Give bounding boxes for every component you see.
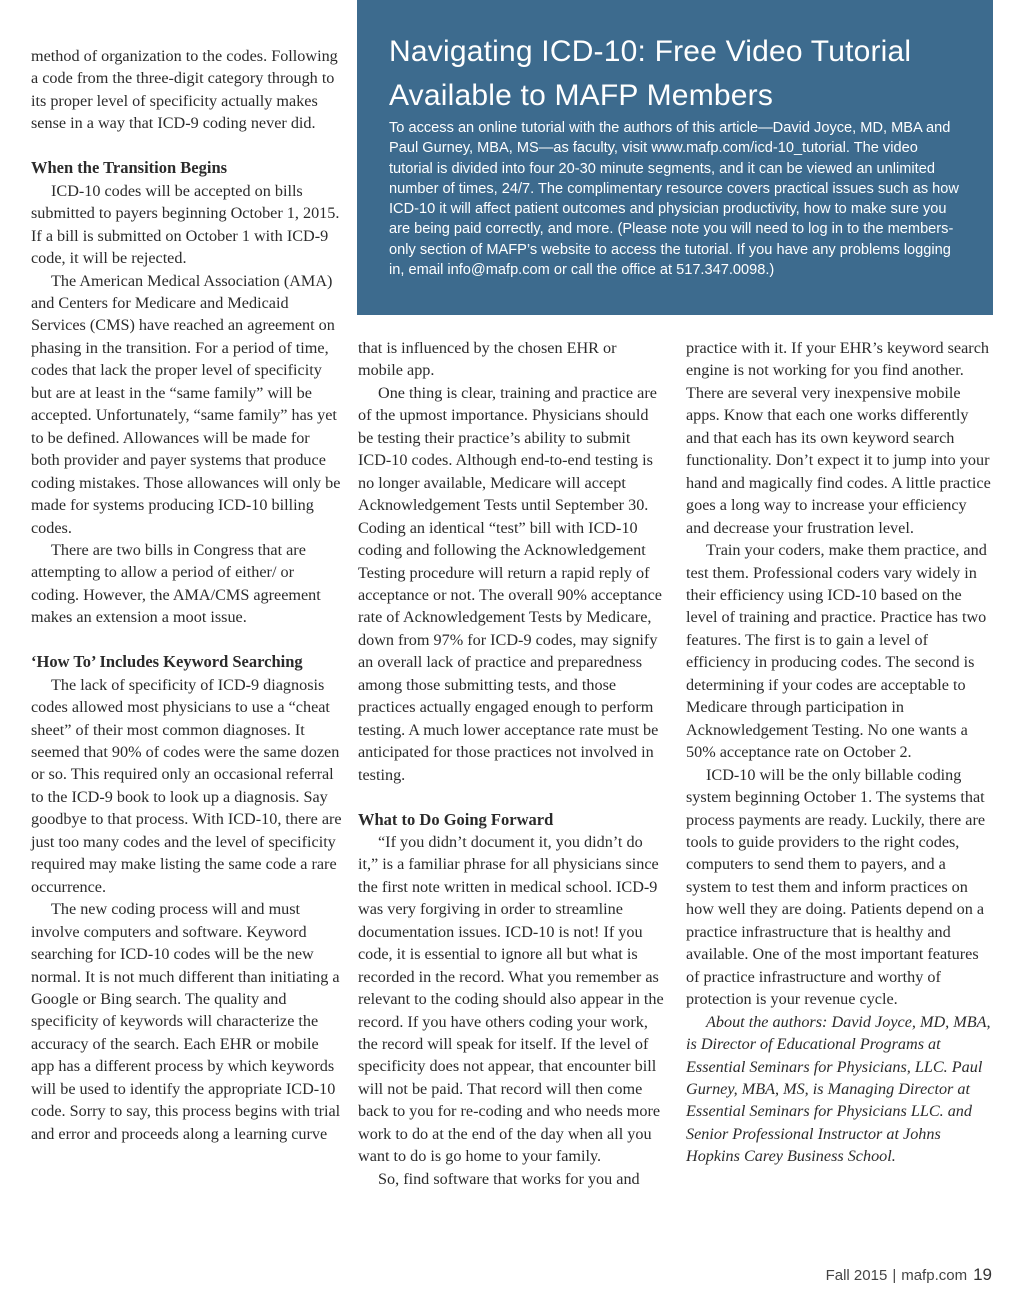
paragraph: method of organization to the codes. Following a code from the three-digit category through to its proper level of specificity actually makes sense in a way that ICD-9 coding never did. (31, 47, 338, 133)
page-number: 19 (973, 1265, 992, 1284)
paragraph: The new coding process will and must involve computers and software. Keyword searching for ICD-10 codes will be the new normal. It is not much different than initiating a Google or Bing search. The quality and specificity of keywords will characterize the accuracy of the search. Each EHR or mobile app has a different process by which keywords will be used to identify the appropriate ICD-10 code. Sorry to say, this process begins with trial and error and proceeds along a learning curve (31, 900, 341, 1143)
paragraph: There are two bills in Congress that are attempting to allow a period of either/ or coding. However, the AMA/CMS agreement makes an extension a moot issue. (31, 540, 321, 627)
paragraph: So, find software that works for you and (378, 1169, 640, 1188)
paragraph: The American Medical Association (AMA) and Centers for Medicare and Medicaid Services (CMS) have reached an agreement on phasing in the transition. For a period of time, codes that lack the proper level of specificity but are at least in the “same family” will be accepted. Unfortunately, “same family” has yet to be defined. Allowances will be made for both provider and payer systems that produce coding mistakes. Those allowances will only be made for systems producing ICD-10 billing codes. (31, 271, 341, 537)
about-the-authors: About the authors: David Joyce, MD, MBA, is Director of Educational Programs at Essential Seminars for Physicians, LLC. Paul Gurney, MBA, MS, is Managing Director at Essential Seminars for Physicians LLC. and Senior Professional Instructor at Johns Hopkins Carey Business School. (686, 1012, 991, 1166)
paragraph: One thing is clear, training and practice are of the upmost importance. Physicians should be testing their practice’s ability to submit ICD-10 codes. Although end-to-end testing is no longer available, Medicare will accept Acknowledgement Tests until September 30. Coding an identical “test” bill with ICD-10 coding and following the Acknowledgement Testing procedure will return a rapid reply of acceptance or not. The overall 90% acceptance rate of Acknowledgement Tests by Medicare, down from 97% for ICD-9 codes, may signify an overall lack of practice and preparedness among those submitting tests, and those practices actually engaged enough to perform testing. A much lower acceptance rate must be anticipated for those practices not involved in testing. (358, 383, 662, 784)
article-column-1 (31, 45, 342, 1145)
sidebar-body: To access an online tutorial with the authors of this article—David Joyce, MD, MBA and Paul Gurney, MBA, MS—as faculty, visit www.mafp.com/icd-10_tutorial. The video tutorial is divided into four 20-30 minute segments, and it can be viewed an unlimited number of times, 24/7. The complimentary resource covers practical issues such as how ICD-10 it will affect patient outcomes and physician productivity, how to make sure you are being paid correctly, and more. (Please note you will need to log in to the members-only section of MAFP’s website to access the tutorial. If you have any problems logging in, email info@mafp.com or call the office at 517.347.0098.) (389, 120, 959, 279)
paragraph: The lack of specificity of ICD-9 diagnosis codes allowed most physicians to use a “cheat sheet” of their most common diagnoses. It seemed that 90% of codes were the same dozen or so. This required only an occasional referral to the ICD-9 book to look up a diagnosis. Say goodbye to that process. With ICD-10, there are just too many codes and the level of specificity required may make listing the same code a rare occurrence. (31, 675, 342, 896)
footer-separator: | (892, 1267, 897, 1284)
paragraph: ICD-10 will be the only billable coding system beginning October 1. The systems that process payments are ready. Luckily, there are tools to guide providers to the right codes, computers to send them to payers, and a system to test them and inform practices on how well they are doing. Patients depend on a practice infrastructure that is healthy and available. One of the most important features of practice infrastructure and worthy of protection is your revenue cycle. (686, 765, 986, 1009)
paragraph: Train your coders, make them practice, and test them. Professional coders vary widely in their efficiency using ICD-10 based on the level of training and practice. Practice has two features. The first is to gain a level of efficiency in producing codes. The second is determining if your codes are acceptable to Medicare through participation in Acknowledgement Testing. No one wants a 50% acceptance rate on October 2. (686, 541, 987, 762)
paragraph: that is influenced by the chosen EHR or mobile app. (358, 339, 617, 380)
site-label: mafp.com (901, 1267, 968, 1284)
section-heading-how-to: ‘How To’ Includes Keyword Searching (31, 652, 303, 672)
sidebar-title: Navigating ICD-10: Free Video Tutorial Available to MAFP Members (389, 35, 912, 112)
paragraph: ICD-10 codes will be accepted on bills submitted to payers beginning October 1, 2015. If a bill is submitted on October 1 with ICD-9 code, it will be rejected. (31, 181, 340, 268)
page-footer (826, 1265, 992, 1285)
article-column-3 (686, 337, 992, 1168)
article-column-2 (358, 337, 664, 1190)
section-heading-going-forward: What to Do Going Forward (358, 809, 554, 829)
tutorial-sidebar-box (357, 0, 993, 315)
paragraph: practice with it. If your EHR’s keyword search engine is not working for you find another. There are several very inexpensive mobile apps. Know that each one works differently and that each has its own keyword search functionality. Don’t expect it to jump into your hand and magically find codes. A little practice goes a long way to increase your efficiency and decrease your frustration level. (686, 339, 991, 537)
section-heading-transition: When the Transition Begins (31, 158, 228, 178)
issue-label: Fall 2015 (825, 1267, 888, 1284)
paragraph: “If you didn’t document it, you didn’t do it,” is a familiar phrase for all physicians since the first note written in medical school. ICD-9 was very forgiving in order to streamline documentation issues. ICD-10 is not! If you code, it is essential to ignore all but what is recorded in the record. What you remember as relevant to the coding should also appear in the record. If you have others coding your work, the record will speak for itself. If the level of specificity does not appear, that encounter bill will not be paid. That record will then come back to you for re-coding and who needs more work to do at the end of the day when all you want to do is go home to your family. (358, 832, 664, 1166)
